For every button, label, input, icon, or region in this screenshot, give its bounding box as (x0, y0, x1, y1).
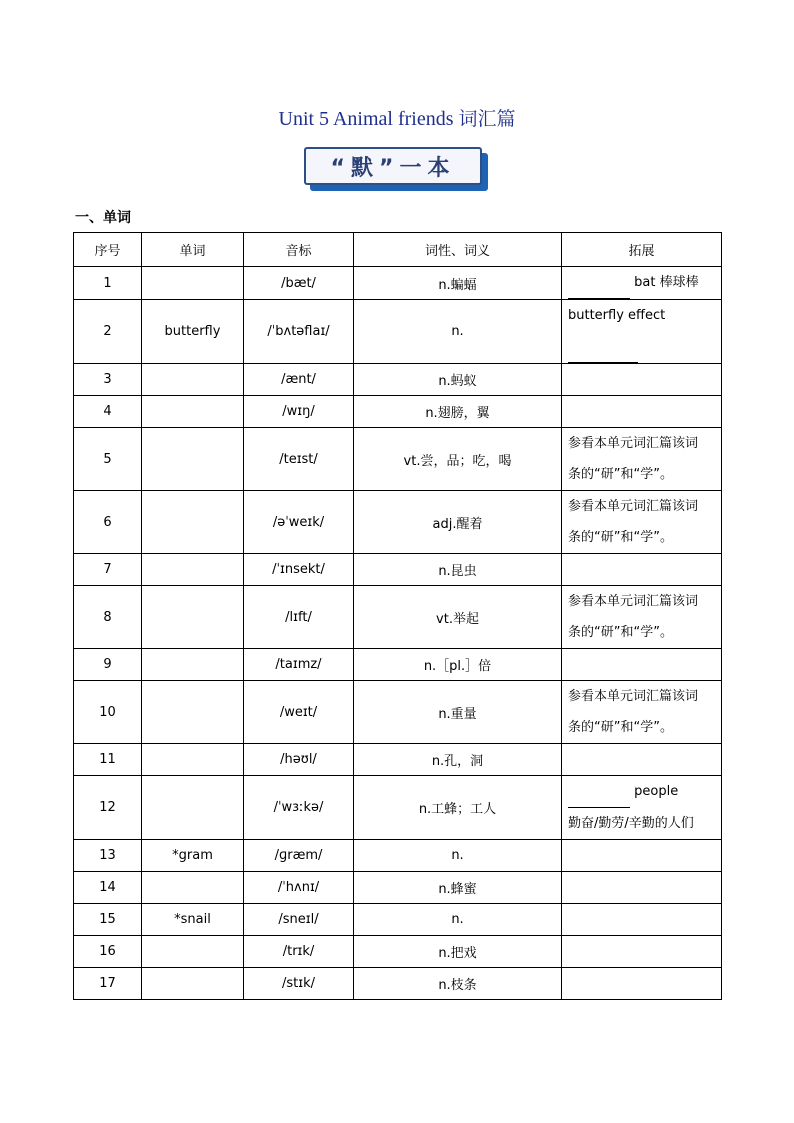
cell-meaning: n. (354, 300, 562, 364)
cell-phonetic: /wɪŋ/ (244, 396, 354, 428)
col-header-number: 序号 (74, 233, 142, 267)
cell-extension (562, 776, 722, 840)
cell-number: 1 (74, 267, 142, 300)
table-row (74, 681, 722, 744)
cell-extension (562, 649, 722, 681)
table-row (74, 396, 722, 428)
cell-word[interactable] (142, 776, 244, 840)
table-row (74, 428, 722, 491)
cell-meaning: adj.醒着 (354, 491, 562, 554)
cell-number: 10 (74, 681, 142, 744)
cell-number: 9 (74, 649, 142, 681)
extension-text: 条的“研”和“学”。 (568, 720, 673, 735)
cell-extension (562, 267, 722, 300)
cell-meaning: n.翅膀，翼 (354, 396, 562, 428)
extension-text: 参看本单元词汇篇该词 (568, 689, 699, 704)
cell-phonetic: /həʊl/ (244, 744, 354, 776)
cell-number: 7 (74, 554, 142, 586)
cell-phonetic: /stɪk/ (244, 968, 354, 1000)
cell-phonetic: /əˈweɪk/ (244, 491, 354, 554)
cell-word[interactable] (142, 968, 244, 1000)
cell-meaning: n. (354, 840, 562, 872)
fill-blank[interactable] (568, 776, 630, 808)
cell-meaning: vt.尝，品；吃，喝 (354, 428, 562, 491)
cell-word[interactable] (142, 872, 244, 904)
cell-number: 14 (74, 872, 142, 904)
cell-meaning: n.蝙蝠 (354, 267, 562, 300)
cell-extension (562, 364, 722, 396)
cell-meaning: n.［pl.］倍 (354, 649, 562, 681)
page-title (0, 104, 794, 131)
cell-word[interactable] (142, 428, 244, 491)
cell-number: 15 (74, 904, 142, 936)
cell-phonetic: /ænt/ (244, 364, 354, 396)
cell-extension (562, 396, 722, 428)
cell-meaning: n.蚂蚁 (354, 364, 562, 396)
cell-meaning: n.蜂蜜 (354, 872, 562, 904)
cell-word[interactable] (142, 936, 244, 968)
extension-text: 勤奋/勤劳/辛勤的人们 (568, 816, 694, 831)
extension-text: 参看本单元词汇篇该词 (568, 594, 699, 609)
title-cn: 词汇篇 (458, 108, 516, 130)
cell-meaning: n.把戏 (354, 936, 562, 968)
table-row (74, 776, 722, 840)
col-header-meaning: 词性、词义 (354, 233, 562, 267)
cell-extension (562, 968, 722, 1000)
cell-word[interactable] (142, 744, 244, 776)
table-row (74, 491, 722, 554)
col-header-word: 单词 (142, 233, 244, 267)
table-row (74, 936, 722, 968)
cell-extension (562, 428, 722, 491)
cell-word[interactable] (142, 267, 244, 300)
extension-text: 参看本单元词汇篇该词 (568, 499, 699, 514)
cell-number: 8 (74, 586, 142, 649)
cell-word[interactable] (142, 491, 244, 554)
cell-number: 11 (74, 744, 142, 776)
cell-number: 3 (74, 364, 142, 396)
cell-word[interactable] (142, 364, 244, 396)
cell-number: 4 (74, 396, 142, 428)
cell-meaning: n. (354, 904, 562, 936)
cell-word[interactable] (142, 649, 244, 681)
cell-number: 17 (74, 968, 142, 1000)
table-row (74, 840, 722, 872)
cell-extension (562, 681, 722, 744)
cell-meaning: n.昆虫 (354, 554, 562, 586)
cell-extension (562, 554, 722, 586)
fill-blank[interactable] (568, 267, 630, 299)
title-en: Unit 5 Animal friends (278, 108, 459, 130)
cell-word: *snail (142, 904, 244, 936)
cell-phonetic: /teɪst/ (244, 428, 354, 491)
badge-box (304, 147, 482, 185)
cell-extension (562, 491, 722, 554)
cell-meaning: n.枝条 (354, 968, 562, 1000)
cell-extension (562, 586, 722, 649)
section-badge (304, 147, 490, 193)
table-row (74, 554, 722, 586)
extension-text: 条的“研”和“学”。 (568, 467, 673, 482)
cell-word[interactable] (142, 681, 244, 744)
extension-text: butterfly effect (568, 308, 666, 323)
fill-blank[interactable] (568, 331, 638, 363)
extension-text: bat 棒球棒 (630, 275, 699, 290)
cell-phonetic: /ˈhʌnɪ/ (244, 872, 354, 904)
table-row (74, 300, 722, 364)
col-header-phonetic: 音标 (244, 233, 354, 267)
cell-meaning: vt.举起 (354, 586, 562, 649)
cell-phonetic: /ˈɪnsekt/ (244, 554, 354, 586)
extension-text: people (630, 784, 679, 799)
cell-word[interactable] (142, 396, 244, 428)
vocab-table (73, 232, 722, 1000)
cell-extension (562, 744, 722, 776)
cell-number: 2 (74, 300, 142, 364)
cell-extension (562, 300, 722, 364)
extension-text: 参看本单元词汇篇该词 (568, 436, 699, 451)
cell-word[interactable] (142, 554, 244, 586)
table-row (74, 586, 722, 649)
cell-phonetic: /taɪmz/ (244, 649, 354, 681)
cell-meaning: n.孔，洞 (354, 744, 562, 776)
cell-number: 16 (74, 936, 142, 968)
cell-number: 6 (74, 491, 142, 554)
cell-phonetic: /ˈbʌtəflaɪ/ (244, 300, 354, 364)
cell-number: 5 (74, 428, 142, 491)
cell-phonetic: /sneɪl/ (244, 904, 354, 936)
table-row (74, 904, 722, 936)
cell-extension (562, 872, 722, 904)
cell-phonetic: /trɪk/ (244, 936, 354, 968)
table-row (74, 872, 722, 904)
extension-text: 条的“研”和“学”。 (568, 530, 673, 545)
col-header-extension: 拓展 (562, 233, 722, 267)
cell-number: 13 (74, 840, 142, 872)
table-row (74, 267, 722, 300)
section-title: 一、单词 (75, 210, 131, 226)
cell-meaning: n.重量 (354, 681, 562, 744)
cell-word[interactable] (142, 586, 244, 649)
table-row (74, 744, 722, 776)
cell-phonetic: /weɪt/ (244, 681, 354, 744)
table-row (74, 364, 722, 396)
cell-phonetic: /bæt/ (244, 267, 354, 300)
cell-extension (562, 936, 722, 968)
cell-extension (562, 904, 722, 936)
cell-word: *gram (142, 840, 244, 872)
cell-phonetic: /ɡræm/ (244, 840, 354, 872)
cell-number: 12 (74, 776, 142, 840)
table-row (74, 649, 722, 681)
cell-phonetic: /ˈwɜːkə/ (244, 776, 354, 840)
table-row (74, 968, 722, 1000)
cell-meaning: n.工蜂；工人 (354, 776, 562, 840)
cell-phonetic: /lɪft/ (244, 586, 354, 649)
cell-word: butterfly (142, 300, 244, 364)
badge-text: “默”一本 (330, 155, 456, 181)
extension-text: 条的“研”和“学”。 (568, 625, 673, 640)
cell-extension (562, 840, 722, 872)
